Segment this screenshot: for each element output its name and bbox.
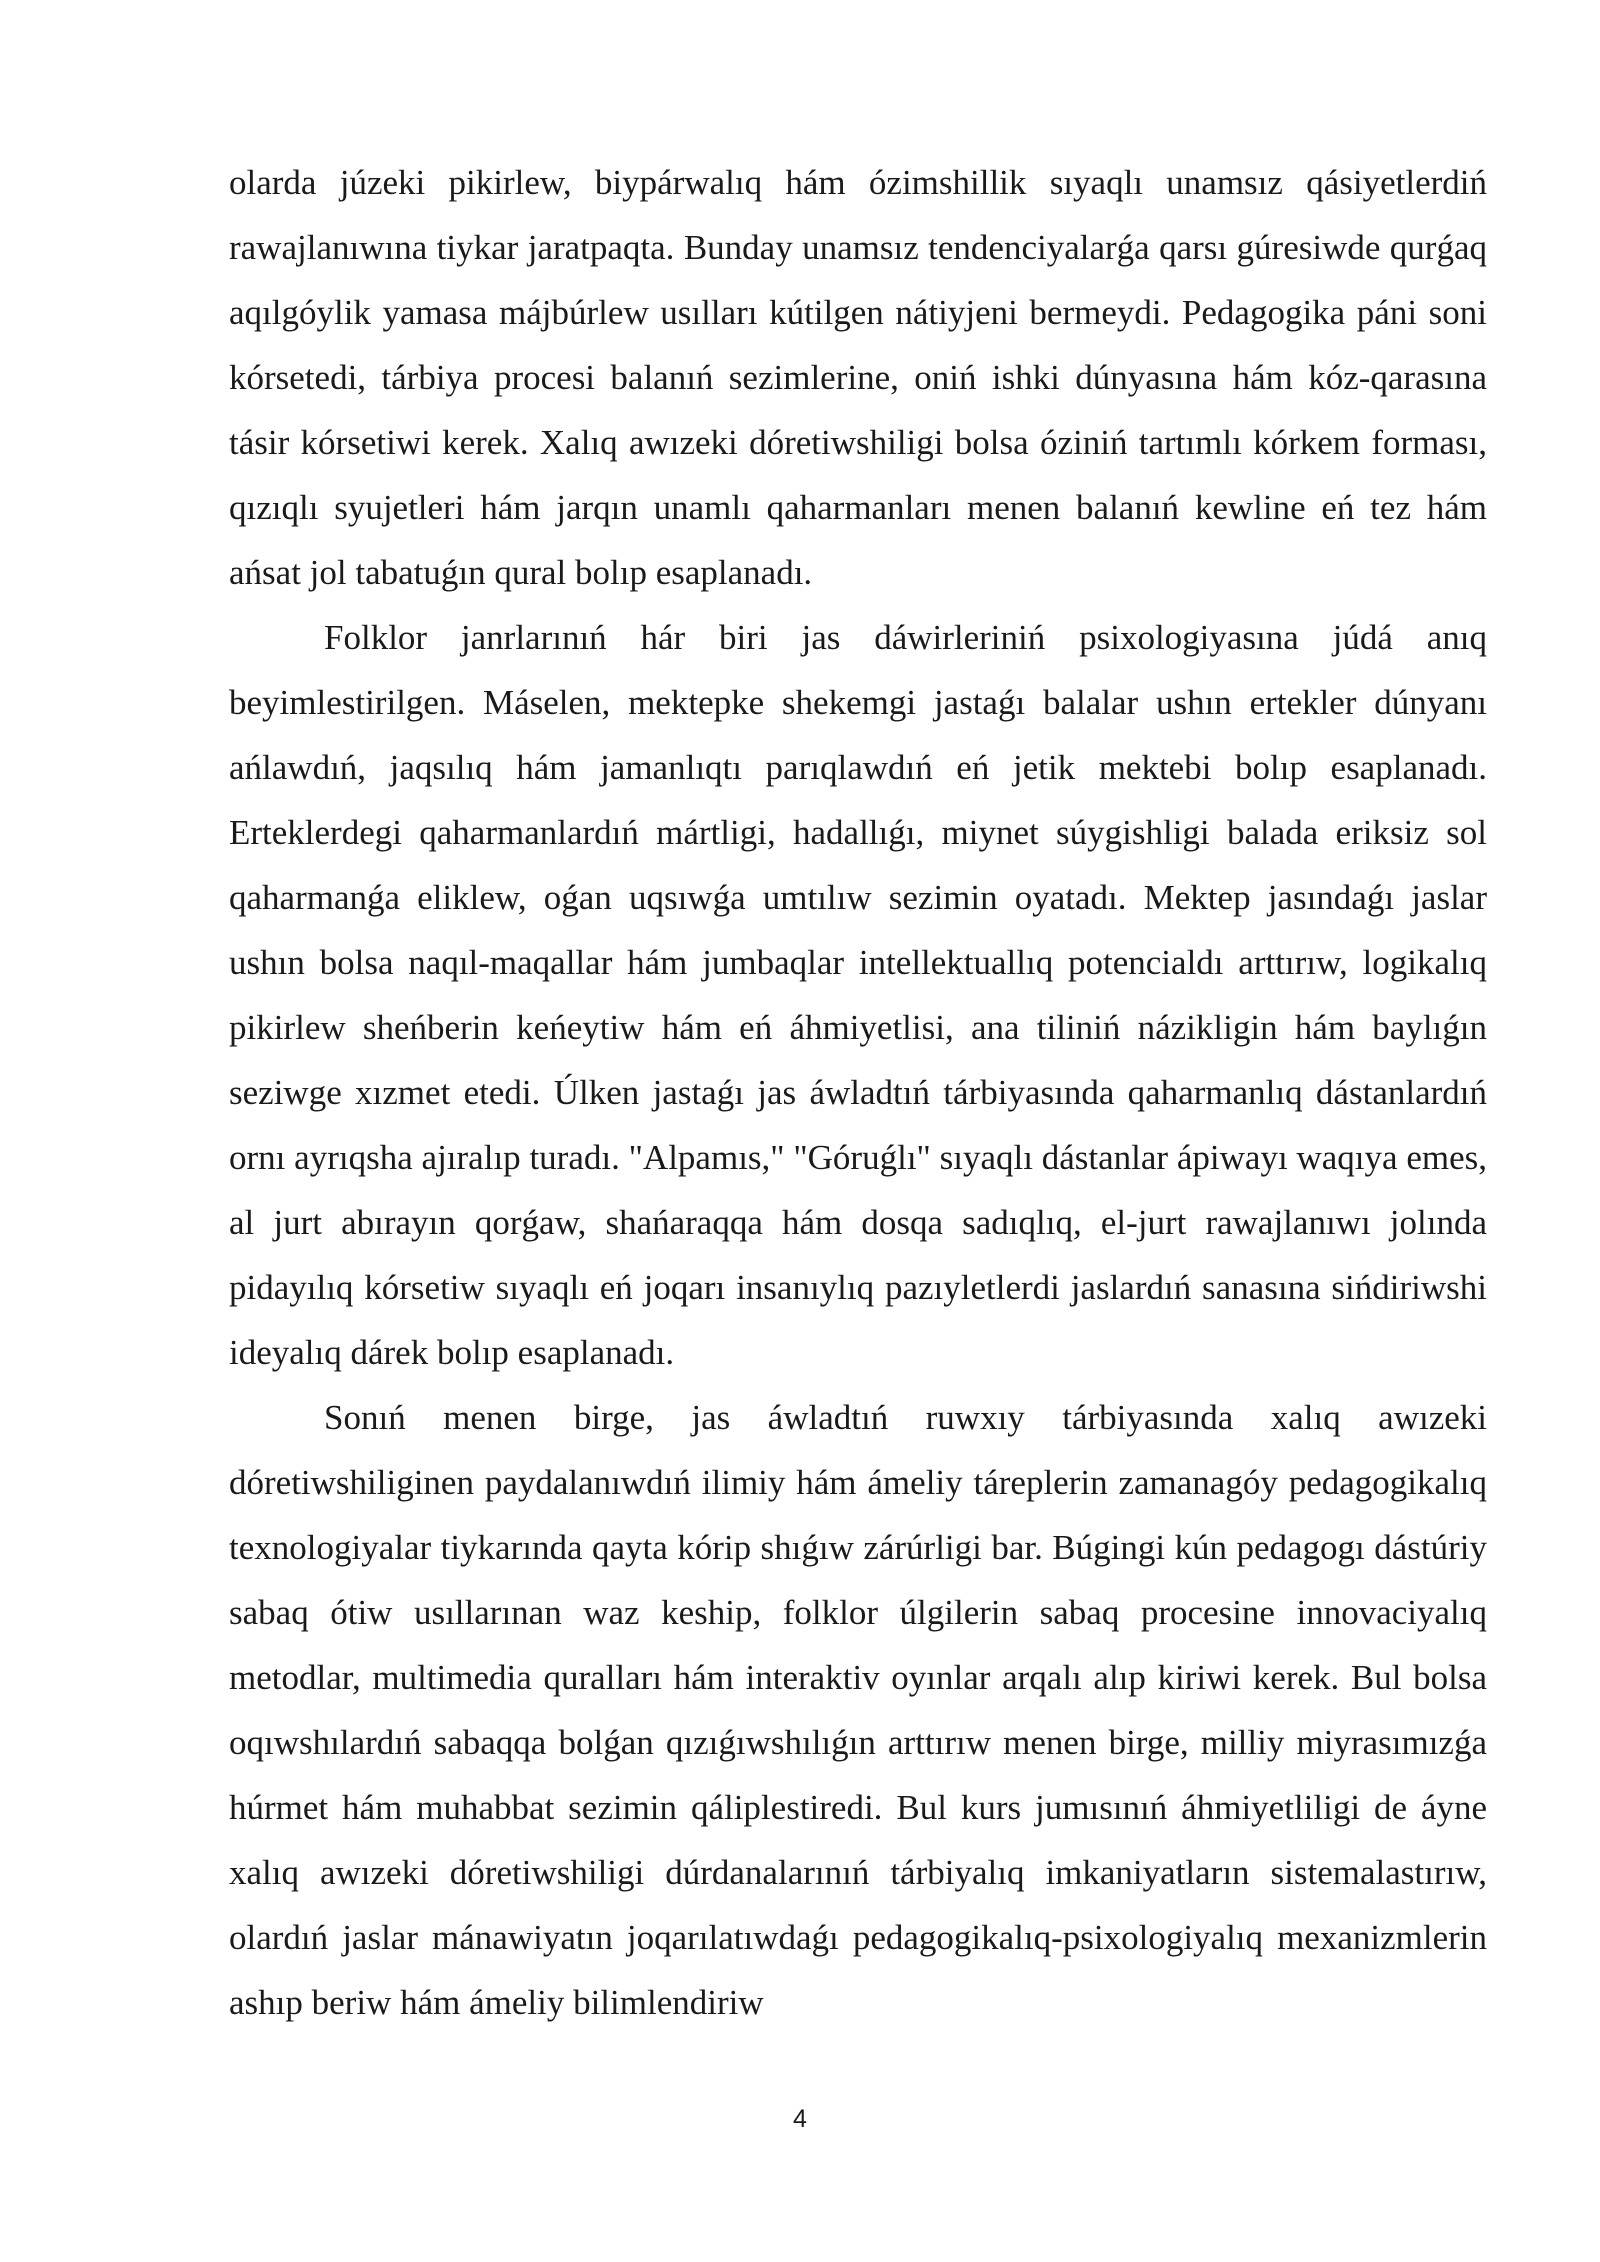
paragraph-folklor-genres: Folklor janrlarınıń hár biri jas dáwirleriniń psixologiyasına júdá anıq beyimlestirilgen. Máselen, mektepke shekemgi jastaǵı balalar ushın ertekler dúnyanı ańlawdıń, jaqsılıq hám jamanlıqtı parıqlawdıń eń jetik mektebi bolıp esaplanadı. Erteklerdegi qaharmanlardıń mártligi, hadallıǵı, miynet súygishligi balada eriksiz sol qaharmanǵa eliklew, oǵan uqsıwǵa umtılıw sezimin oyatadı. Mektep jasındaǵı jaslar ushın bolsa naqıl-maqallar hám jumbaqlar intellektuallıq potencialdı arttırıw, logikalıq pikirlew sheńberin keńeytiw hám eń áhmiyetlisi, ana tiliniń názikligin hám baylıǵın seziwge xızmet etedi. Úlken jastaǵı jas áwladtıń tárbiyasında qaharmanlıq dástanlardıń ornı ayrıqsha ajıralıp turadı. "Alpamıs," "Góruǵlı" sıyaqlı dástanlar ápiwayı waqıya emes, al jurt abırayın qorǵaw, shańaraqqa hám dosqa sadıqlıq, el-jurt rawajlanıwı jolında pidayılıq kórsetiw sıyaqlı eń joqarı insanıylıq pazıyletlerdi jaslardıń sanasına sińdiriwshi ideyalıq dárek bolıp esaplanadı. (229, 618, 1487, 1372)
body-text (229, 150, 1487, 2035)
paragraph-modern-pedagogy: Sonıń menen birge, jas áwladtıń ruwxıy tárbiyasında xalıq awızeki dóretiwshiliginen paydalanıwdıń ilimiy hám ámeliy táreplerin zamanagóy pedagogikalıq texnologiyalar tiykarında qayta kórip shıǵıw zárúrligi bar. Búgingi kún pedagogı dástúriy sabaq ótiw usıllarınan waz keship, folklor úlgilerin sabaq procesine innovaciyalıq metodlar, multimedia quralları hám interaktiv oyınlar arqalı alıp kiriwi kerek. Bul bolsa oqıwshılardıń sabaqqa bolǵan qızıǵıwshılıǵın arttırıw menen birge, milliy miyrasımızǵa húrmet hám muhabbat sezimin qáliplestiredi. Bul kurs jumısınıń áhmiyetliligi de áyne xalıq awızeki dóretiwshiligi dúrdanalarınıń tárbiyalıq imkaniyatların sistemalastırıw, olardıń jaslar mánawiyatın joqarılatıwdaǵı pedagogikalıq-psixologiyalıq mexanizmlerin ashıp beriw hám ámeliy bilimlendiriw (229, 1398, 1487, 2022)
paragraph-continued: olarda júzeki pikirlew, biypárwalıq hám ózimshillik sıyaqlı unamsız qásiyetlerdiń rawajlanıwına tiykar jaratpaqta. Bunday unamsız tendenciyalarǵa qarsı gúresiwde qurǵaq aqılgóylik yamasa májbúrlew usılları kútilgen nátiyjeni bermeydi. Pedagogika páni soni kórsetedi, tárbiya procesi balanıń sezimlerine, oniń ishki dúnyasına hám kóz-qarasına tásir kórsetiwi kerek. Xalıq awızeki dóretiwshiligi bolsa óziniń tartımlı kórkem forması, qızıqlı syujetleri hám jarqın unamlı qaharmanları menen balanıń kewline eń tez hám ańsat jol tabatuǵın qural bolıp esaplanadı. (229, 163, 1487, 592)
page-number: 4 (793, 2105, 807, 2133)
